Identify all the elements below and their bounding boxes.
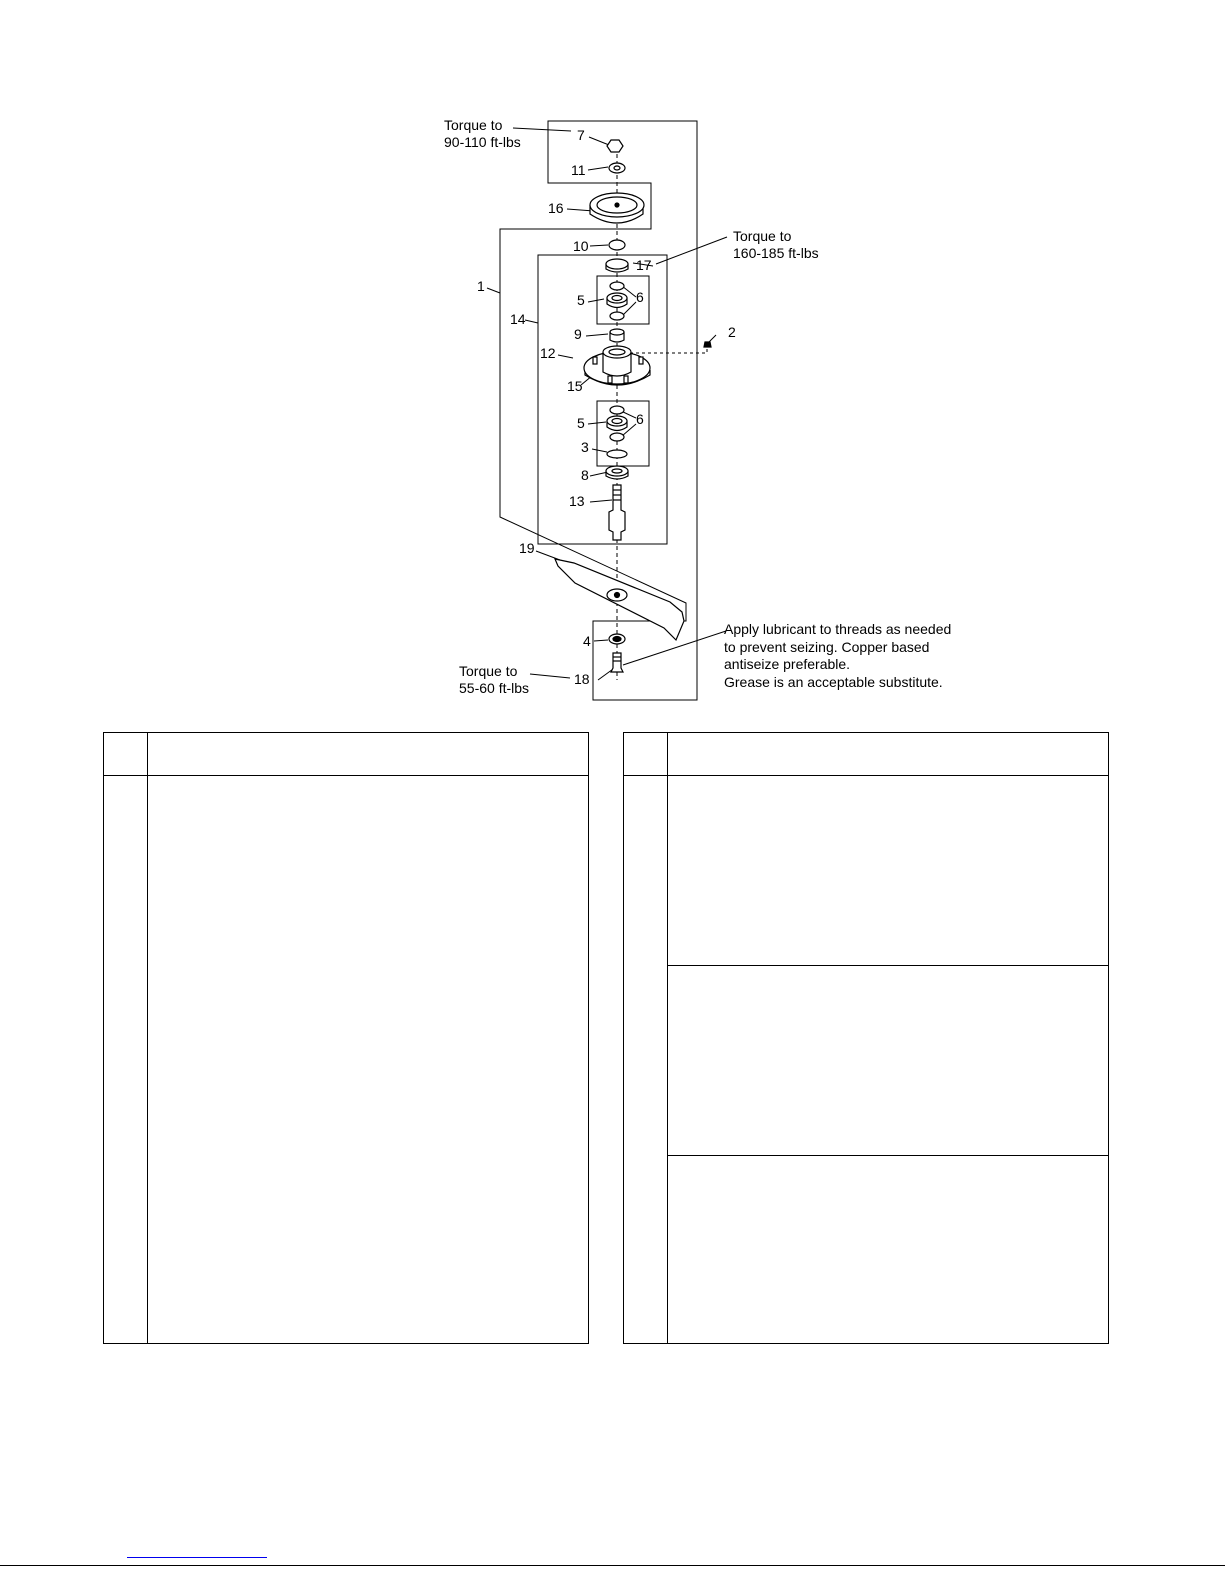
torque-note-mid-line1: Torque to [733, 228, 792, 244]
spindle-shaft-icon [609, 485, 625, 540]
parts-table-right-row-divider [667, 1155, 1108, 1156]
callout-19: 19 [519, 540, 535, 556]
parts-table-right-row-divider [667, 965, 1108, 966]
callout-18: 18 [574, 671, 590, 687]
callout-13: 13 [569, 493, 585, 509]
footer-link-underline[interactable] [127, 1557, 267, 1558]
callout-3: 3 [581, 439, 589, 455]
callout-7: 7 [577, 127, 585, 143]
footer-rule [0, 1565, 1225, 1566]
callout-12: 12 [540, 345, 556, 361]
grease-fitting-icon [704, 342, 711, 347]
callout-15: 15 [567, 378, 583, 394]
callout-4: 4 [583, 633, 591, 649]
blade-bolt-icon [611, 653, 623, 672]
lube-note-line2: to prevent seizing. Copper based [724, 639, 930, 655]
seal-ring-icon [610, 282, 624, 290]
parts-table-left-header [104, 733, 588, 776]
callout-6-lower: 6 [636, 411, 644, 427]
parts-table-right [623, 732, 1109, 1344]
parts-table-right-header [624, 733, 1108, 776]
nut-icon [607, 140, 623, 152]
parts-table-left [103, 732, 589, 1344]
callout-11: 11 [571, 162, 586, 178]
callout-16: 16 [548, 200, 564, 216]
callout-8: 8 [581, 467, 589, 483]
lube-note-line4: Grease is an acceptable substitute. [724, 674, 943, 690]
locknut-icon [609, 240, 625, 250]
callout-1: 1 [477, 278, 485, 294]
torque-note-mid-line2: 160-185 ft-lbs [733, 245, 819, 261]
parts-table-left-column-divider [147, 733, 148, 1343]
torque-note-bottom-line1: Torque to [459, 663, 518, 679]
lube-note-line1: Apply lubricant to threads as needed [724, 621, 952, 637]
callout-9: 9 [574, 326, 582, 342]
callout-5-upper: 5 [577, 292, 585, 308]
callout-2: 2 [728, 324, 736, 340]
parts-table-right-column-divider [667, 733, 668, 1343]
lube-note-line3: antiseize preferable. [724, 656, 851, 672]
torque-note-top-line1: Torque to [444, 117, 503, 133]
callout-10: 10 [573, 238, 589, 254]
torque-note-bottom-line2: 55-60 ft-lbs [459, 680, 530, 696]
grease-fitting-line [630, 346, 707, 353]
torque-note-top-line2: 90-110 ft-lbs [444, 134, 521, 150]
callout-5-lower: 5 [577, 415, 585, 431]
callout-17: 17 [636, 257, 652, 273]
exploded-parts-diagram [0, 0, 1225, 720]
callout-6-upper: 6 [636, 289, 644, 305]
snap-ring-icon [607, 450, 627, 458]
callout-14: 14 [510, 311, 526, 327]
